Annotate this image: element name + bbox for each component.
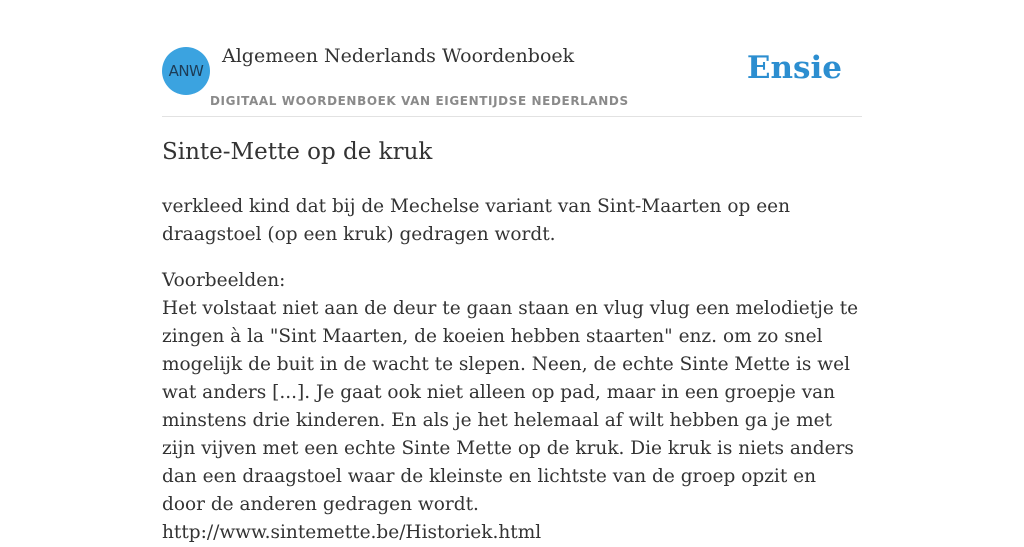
page-card: [162, 0, 862, 543]
anw-logo[interactable]: ANW: [162, 47, 210, 95]
entry-definition: verkleed kind dat bij de Mechelse variant van Sint-Maarten op een draagstoel (op een kruk) gedragen wordt.: [162, 196, 791, 245]
site-header: [162, 0, 862, 117]
site-subtitle: DIGITAAL WOORDENBOEK VAN EIGENTIJDSE NEDERLANDS: [210, 94, 629, 108]
example-text: Het volstaat niet aan de deur te gaan staan en vlug vlug een melodietje te zingen à la "Sint Maarten, de koeien hebben staarten" enz. om zo snel mogelijk de buit in de wacht te slepen. Neen, de echte Sinte Mette is wel wat anders [...]. Je gaat ook niet alleen op pad, maar in een groepje van minstens drie kinderen. En als je het helemaal af wilt hebben ga je met zijn vijven met een echte Sinte Mette op de kruk. Die kruk is niets anders dan een draagstoel waar de kleinste en lichtste van de groep opzit en door de anderen gedragen wordt.: [162, 298, 859, 515]
site-title[interactable]: Algemeen Nederlands Woordenboek: [222, 45, 575, 67]
examples-label: Voorbeelden:: [162, 270, 286, 291]
source-link[interactable]: http://www.sintemette.be/Historiek.html: [162, 522, 542, 543]
ensie-brand-logo[interactable]: Ensie: [746, 50, 842, 86]
entry-title: Sinte-Mette op de kruk: [162, 139, 433, 165]
examples-section: [162, 267, 862, 547]
